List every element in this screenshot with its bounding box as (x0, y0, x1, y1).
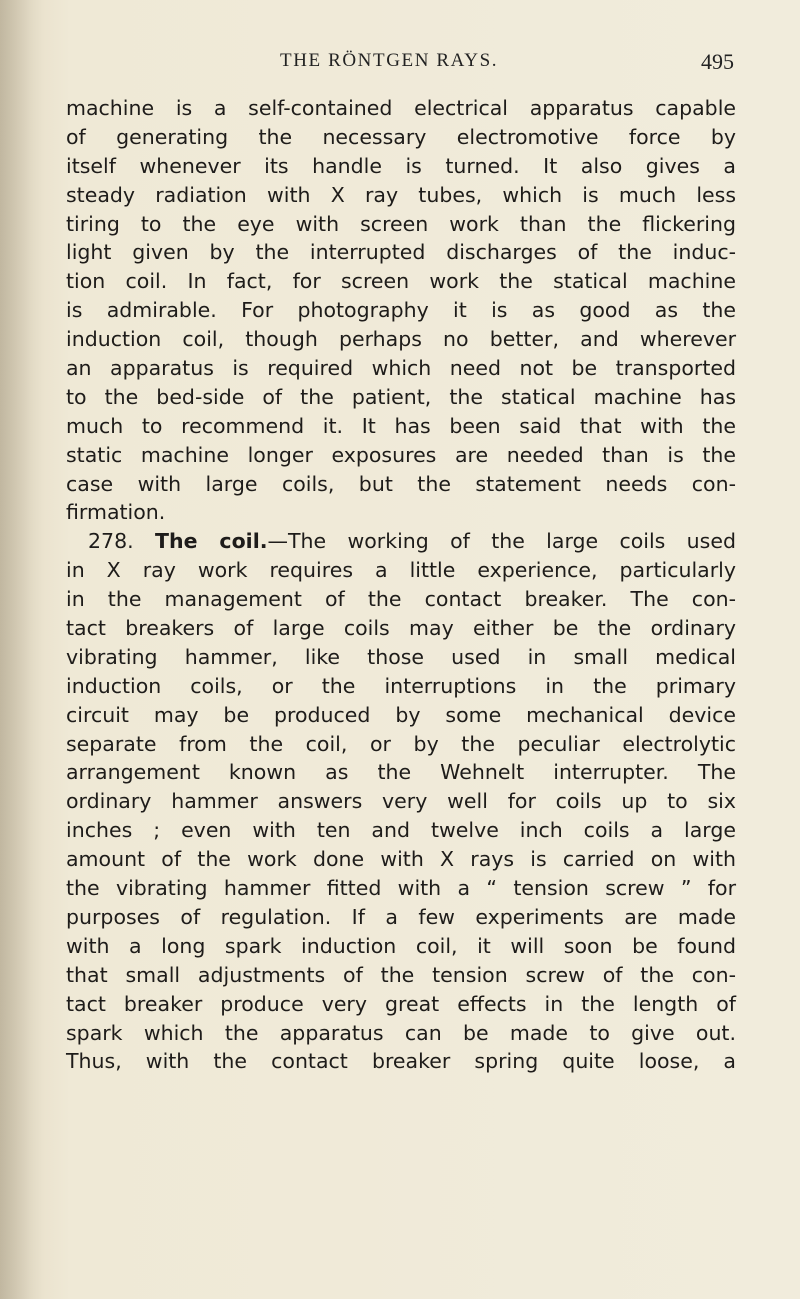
text-line: Thus, with the contact breaker spring quite loose, a (66, 1049, 736, 1074)
section-number: 278. (88, 529, 134, 554)
text-line: arrangement known as the Wehnelt interrupter. The (66, 760, 736, 785)
text-line: induction coils, or the interruptions in the primary (66, 673, 736, 698)
spine-shadow (0, 0, 44, 1299)
text-line: in the management of the contact breaker. The con- (66, 587, 736, 612)
text-line: tiring to the eye with screen work than the flickering (66, 211, 736, 236)
text-line: of generating the necessary electromotive force by (66, 124, 736, 149)
text-line: the vibrating hammer fitted with a “ tension screw ” for (66, 876, 736, 901)
text-line: tact breakers of large coils may either be the ordinary (66, 616, 736, 641)
text-line: machine is a self-contained electrical apparatus capable (66, 96, 736, 120)
text-line: that small adjustments of the tension screw of the con- (66, 962, 736, 987)
text-line: is admirable. For photography it is as good as the (66, 298, 736, 323)
section-first-line: —The working of the large coils used (267, 529, 736, 554)
section-heading-line (66, 527, 736, 556)
page-number: 495 (701, 49, 734, 74)
text-line: itself whenever its handle is turned. It also gives a (66, 153, 736, 178)
text-line: with a long spark induction coil, it will soon be found (66, 933, 736, 958)
text-line: spark which the apparatus can be made to give out. (66, 1020, 736, 1045)
text-line: much to recommend it. It has been said that with the (66, 413, 736, 438)
text-line: to the bed-side of the patient, the statical machine has (66, 384, 736, 409)
text-line: static machine longer exposures are needed than is the (66, 442, 736, 467)
text-line: light given by the interrupted discharges of the induc- (66, 240, 736, 265)
text-line: purposes of regulation. If a few experiments are made (66, 904, 736, 929)
text-line: case with large coils, but the statement needs con- (66, 471, 736, 496)
text-line: firmation. (66, 500, 166, 525)
page-header (66, 50, 738, 80)
text-line: circuit may be produced by some mechanical device (66, 702, 736, 727)
text-line: tion coil. In fact, for screen work the statical machine (66, 269, 736, 294)
section-title: The coil. (155, 529, 268, 554)
text-line: tact breaker produce very great effects in the length of (66, 991, 736, 1016)
text-line: amount of the work done with X rays is carried on with (66, 847, 736, 872)
text-line: separate from the coil, or by the peculiar electrolytic (66, 731, 736, 756)
body-text (66, 94, 736, 1076)
text-line: induction coil, though perhaps no better, and wherever (66, 327, 736, 352)
running-head: THE RÖNTGEN RAYS. (280, 50, 499, 71)
text-line: steady radiation with X ray tubes, which is much less (66, 182, 736, 207)
text-line: inches ; even with ten and twelve inch coils a large (66, 818, 736, 843)
text-line: in X ray work requires a little experience, particularly (66, 558, 736, 583)
text-line: vibrating hammer, like those used in small medical (66, 644, 736, 669)
text-line: an apparatus is required which need not be transported (66, 356, 736, 381)
text-line: ordinary hammer answers very well for coils up to six (66, 789, 736, 814)
